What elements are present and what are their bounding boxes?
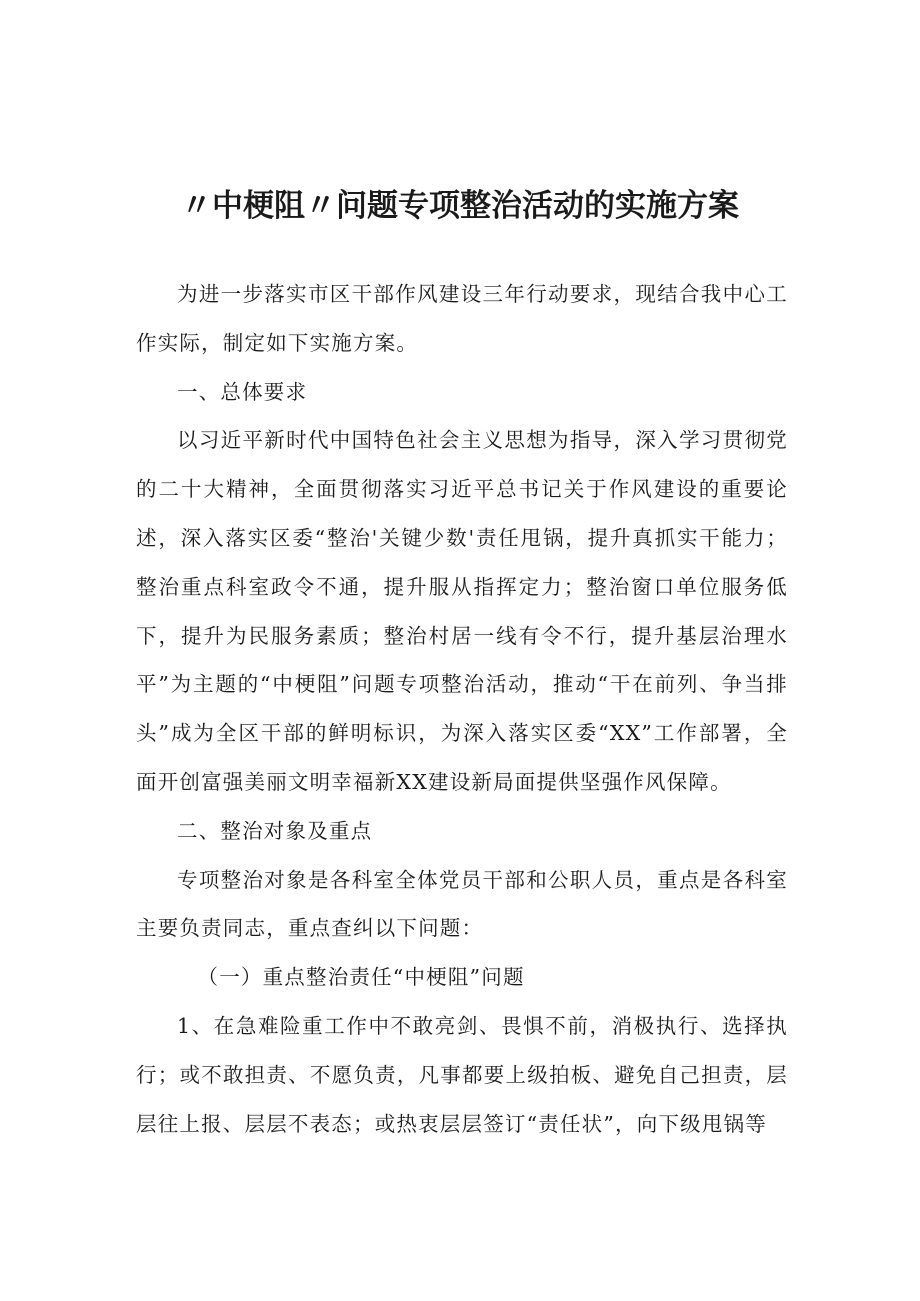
- item-1-paragraph: 1、在急难险重工作中不敢亮剑、畏惧不前，消极执行、选择执行；或不敢担责、不愿负责，凡事都要上级拍板、避免自己担责，层层往上报、层层不表态；或热衷层层签订“责任状”，向下级甩锅等: [136, 1013, 788, 1136]
- section-heading-general-requirements: 一、总体要求: [177, 379, 308, 404]
- document-title: 〃中梗阻〃问题专项整治活动的实施方案: [181, 188, 739, 224]
- targets-paragraph: 专项整治对象是各科室全体党员干部和公职人员，重点是各科室主要负责同志，重点查纠以下问题：: [136, 867, 788, 941]
- subsection-heading-responsibility: （一）重点整治责任“中梗阻”问题: [197, 965, 525, 990]
- intro-paragraph: 为进一步落实市区干部作风建设三年行动要求，现结合我中心工作实际，制定如下实施方案。: [136, 282, 788, 355]
- general-requirements-paragraph: 以习近平新时代中国特色社会主义思想为指导，深入学习贯彻党的二十大精神，全面贯彻落实习近平总书记关于作风建设的重要论述，深入落实区委“整治'关键少数'责任甩锅，提升真抓实干能力；整治重点科室政令不通，提升服从指挥定力；整治窗口单位服务低下，提升为民服务素质；整治村居一线有令不行，提升基层治理水平”为主题的“中梗阻”问题专项整治活动，推动“干在前列、争当排头”成为全区干部的鲜明标识，为深入落实区委“XX”工作部署，全面开创富强美丽文明幸福新XX建设新局面提供坚强作风保障。: [136, 428, 788, 794]
- section-heading-targets-and-focus: 二、整治对象及重点: [177, 818, 373, 843]
- document-body: [136, 270, 788, 1148]
